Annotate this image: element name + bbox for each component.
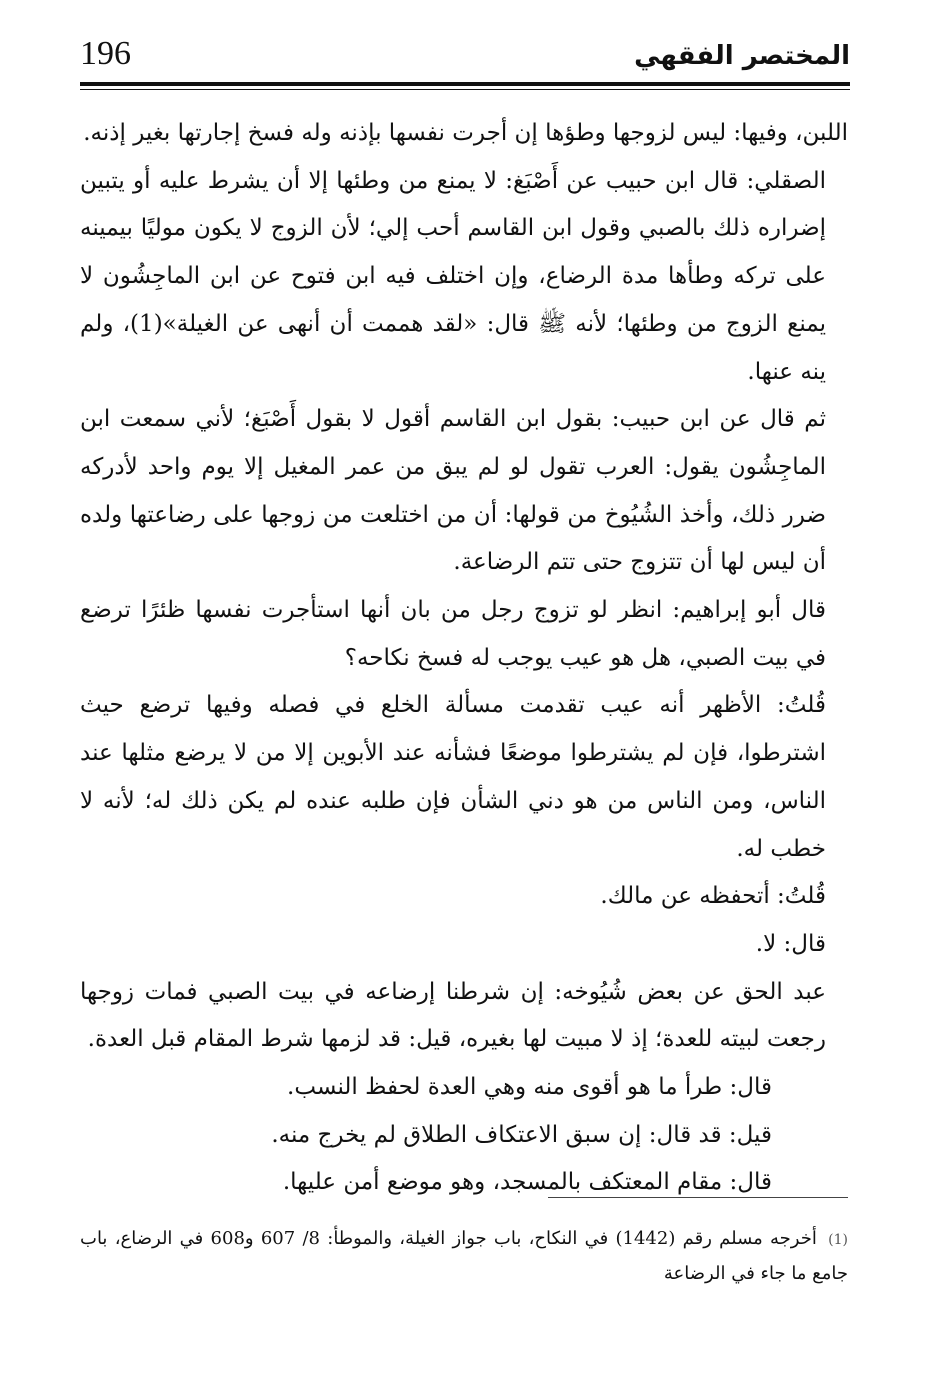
header-rule-thin	[80, 89, 850, 90]
running-title: المختصر الفقهي	[634, 41, 850, 71]
footnote-separator	[548, 1197, 848, 1198]
paragraph: الصقلي: قال ابن حبيب عن أَصْبَغ: لا يمنع من وطئها إلا أن يشرط عليه أو يتبين إضراره ذلك بالصبي وقول ابن القاسم أحب إلي؛ لأن الزوج لا يكون موليًا بيمينه على تركه وطأها مدة الرضاع، وإن اختلف فيه ابن فتوح عن ابن الماجِشُون لا يمنع الزوج من وطئها؛ لأنه ﷺ قال: «لقد هممت أن أنهى عن الغيلة»(1)، ولم ينه عنها.	[80, 167, 826, 385]
paragraph: ثم قال عن ابن حبيب: بقول ابن القاسم أقول لا بقول أَصْبَغ؛ لأني سمعت ابن الماجِشُون يقول: العرب تقول لو لم يبق من عمر المغيل إلا يوم واحد لأدركه ضرر ذلك، وأخذ الشُيُوخ من قولها: أن من اختلعت من زوجها على رضاعتها ولده أن ليس لها أن تتزوج حتى تتم الرضاعة.	[80, 406, 826, 576]
paragraph: قال: مقام المعتكف بالمسجد، وهو موضع أمن عليها.	[282, 1169, 772, 1196]
main-text	[80, 110, 848, 1207]
paragraph: قُلتُ: أتحفظه عن مالك.	[600, 883, 826, 910]
paragraph: قال أبو إبراهيم: انظر لو تزوج رجل من بان أنها استأجرت نفسها ظئرًا ترضع في بيت الصبي، هل هو عيب يوجب له فسخ نكاحه؟	[80, 597, 826, 671]
paragraph: قال: طرأ ما هو أقوى منه وهي العدة لحفظ النسب.	[287, 1074, 772, 1101]
header-rule-thick	[80, 82, 850, 86]
paragraph: قُلتُ: الأظهر أنه عيب تقدمت مسألة الخلع في فصله وفيها ترضع حيث اشترطوا، فإن لم يشترطوا موضعًا فشأنه عند الأبوين إلا من لا يرضع مثلها عند الناس، ومن الناس من هو دني الشأن فإن طلبه عنده لم يكن ذلك له؛ لأنه لا خطب له.	[80, 692, 826, 862]
paragraph: قيل: قد قال: إن سبق الاعتكاف الطلاق لم يخرج منه.	[271, 1121, 772, 1148]
paragraph: قال: لا.	[755, 930, 826, 957]
page-header	[80, 30, 850, 92]
footnote	[80, 1222, 848, 1291]
page-number: 196	[80, 35, 131, 72]
footnote-text: أخرجه مسلم رقم (1442) في النكاح، باب جواز الغيلة، والموطأ: 8/ 607 و608 في الرضاع، باب جامع ما جاء في الرضاعة	[80, 1228, 848, 1284]
footnote-marker: (1)	[828, 1232, 848, 1248]
paragraph: عبد الحق عن بعض شُيُوخه: إن شرطنا إرضاعه في بيت الصبي فمات زوجها رجعت لبيته للعدة؛ إذ لا مبيت لها بغيره، قيل: قد لزمها شرط المقام قبل العدة.	[80, 978, 826, 1053]
paragraph: اللبن، وفيها: ليس لزوجها وطؤها إن أجرت نفسها بإذنه وله فسخ إجارتها بغير إذنه.	[83, 120, 848, 146]
footnotes	[80, 1222, 848, 1291]
